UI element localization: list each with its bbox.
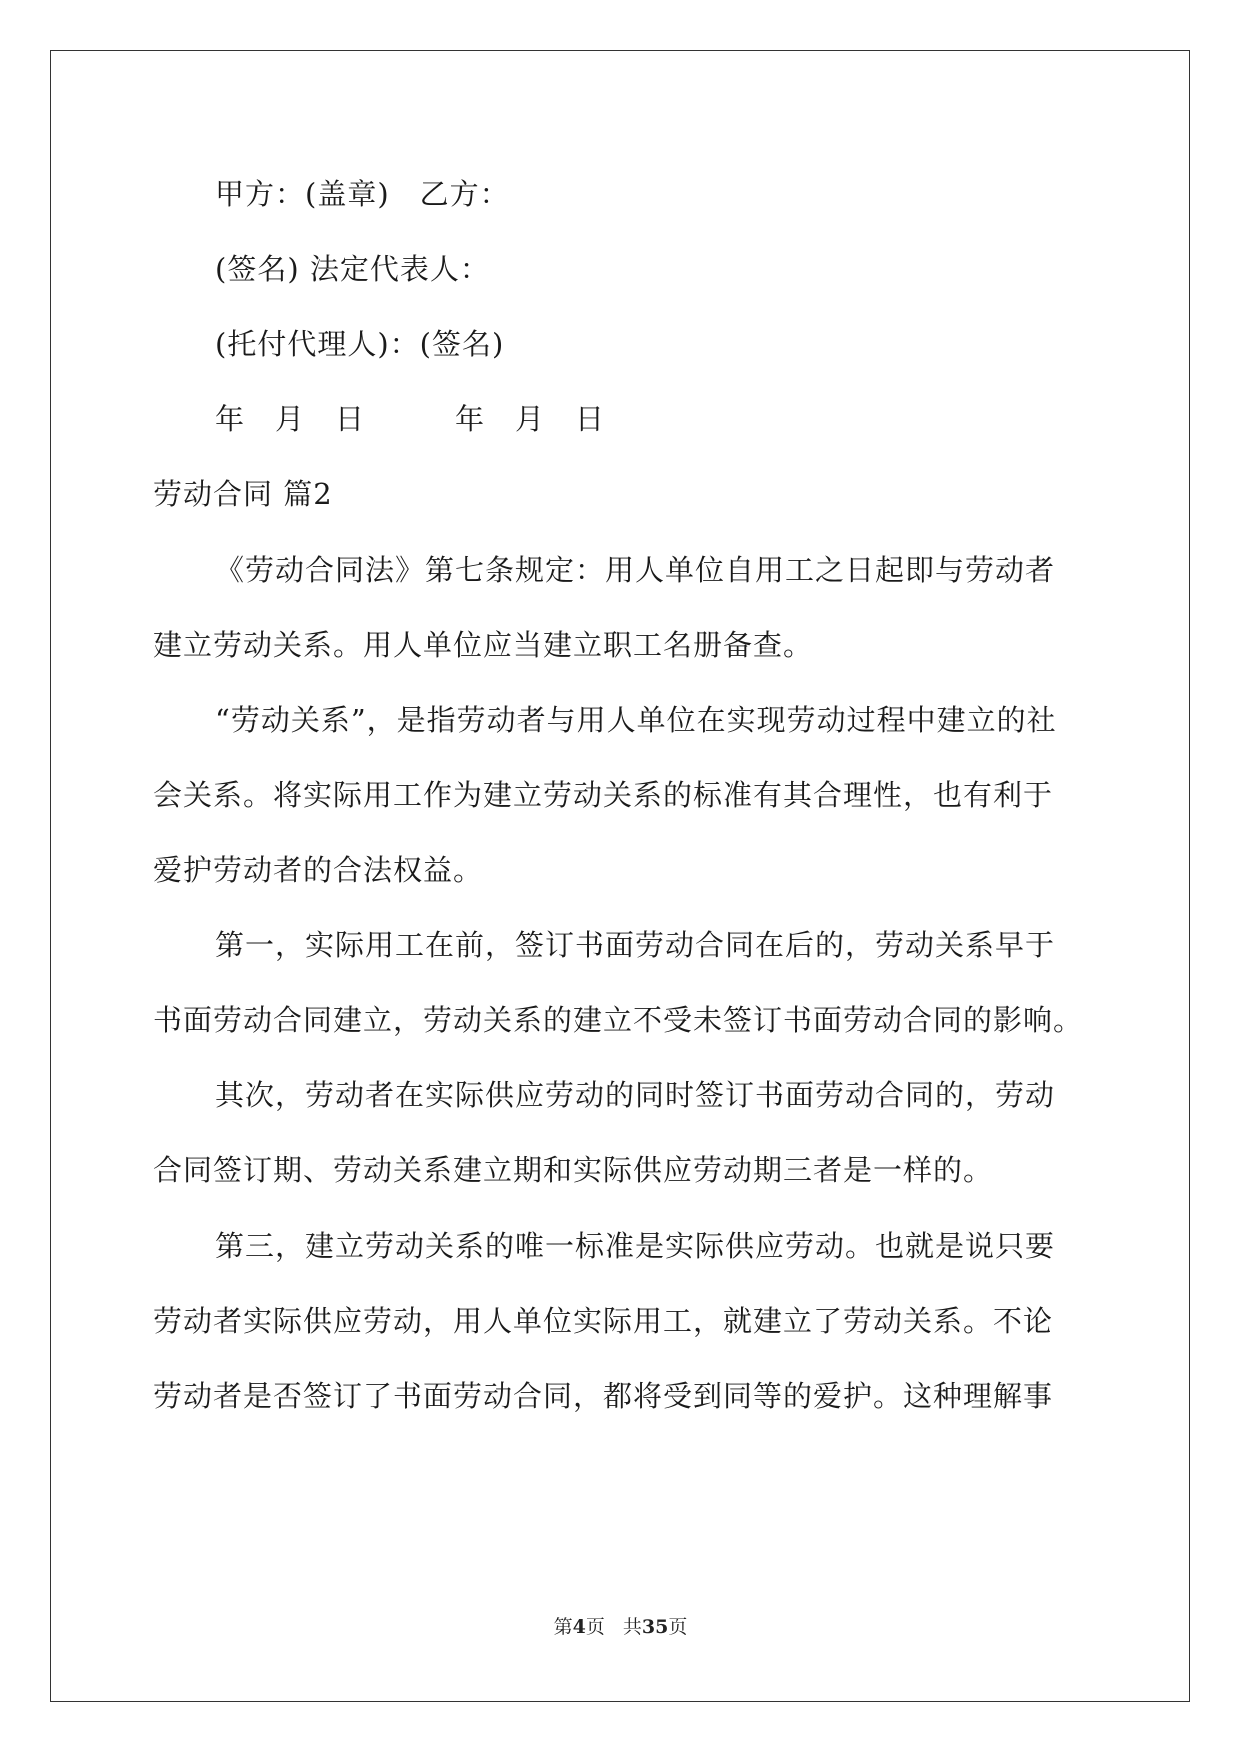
footer-page-label: 页 bbox=[585, 1616, 605, 1638]
signature-line-representative: (签名) 法定代表人： bbox=[215, 252, 490, 286]
footer-suffix: 页 bbox=[668, 1616, 688, 1638]
total-page-count: 35 bbox=[641, 1616, 669, 1638]
body-line: 爱护劳动者的合法权益。 bbox=[153, 853, 484, 887]
body-line: 会关系。将实际用工作为建立劳动关系的标准有其合理性，也有利于 bbox=[153, 778, 1054, 812]
footer-prefix: 第 bbox=[553, 1616, 573, 1638]
body-line: 第三，建立劳动关系的唯一标准是实际供应劳动。也就是说只要 bbox=[215, 1229, 1056, 1263]
body-line: 书面劳动合同建立，劳动关系的建立不受未签订书面劳动合同的影响。 bbox=[153, 1003, 1084, 1037]
page-number-footer bbox=[0, 1612, 1241, 1639]
section-title: 劳动合同 篇2 bbox=[153, 477, 333, 511]
body-line: 《劳动合同法》第七条规定：用人单位自用工之日起即与劳动者 bbox=[215, 553, 1056, 587]
body-line: 第一，实际用工在前，签订书面劳动合同在后的，劳动关系早于 bbox=[215, 928, 1056, 962]
body-line: 劳动者是否签订了书面劳动合同，都将受到同等的爱护。这种理解事 bbox=[153, 1379, 1054, 1413]
body-line: 合同签订期、劳动关系建立期和实际供应劳动期三者是一样的。 bbox=[153, 1153, 994, 1187]
body-line: 其次，劳动者在实际供应劳动的同时签订书面劳动合同的，劳动 bbox=[215, 1078, 1056, 1112]
body-line: 建立劳动关系。用人单位应当建立职工名册备查。 bbox=[153, 628, 814, 662]
footer-total-prefix: 共 bbox=[622, 1616, 642, 1638]
body-line: 劳动者实际供应劳动，用人单位实际用工，就建立了劳动关系。不论 bbox=[153, 1304, 1054, 1338]
current-page-number: 4 bbox=[572, 1616, 586, 1638]
signature-line-agent: (托付代理人)：(签名) bbox=[215, 327, 505, 361]
signature-line-parties: 甲方：(盖章) 乙方： bbox=[215, 177, 510, 211]
body-line: “劳动关系”，是指劳动者与用人单位在实现劳动过程中建立的社 bbox=[215, 703, 1057, 737]
signature-line-date: 年 月 日 年 月 日 bbox=[215, 402, 606, 436]
